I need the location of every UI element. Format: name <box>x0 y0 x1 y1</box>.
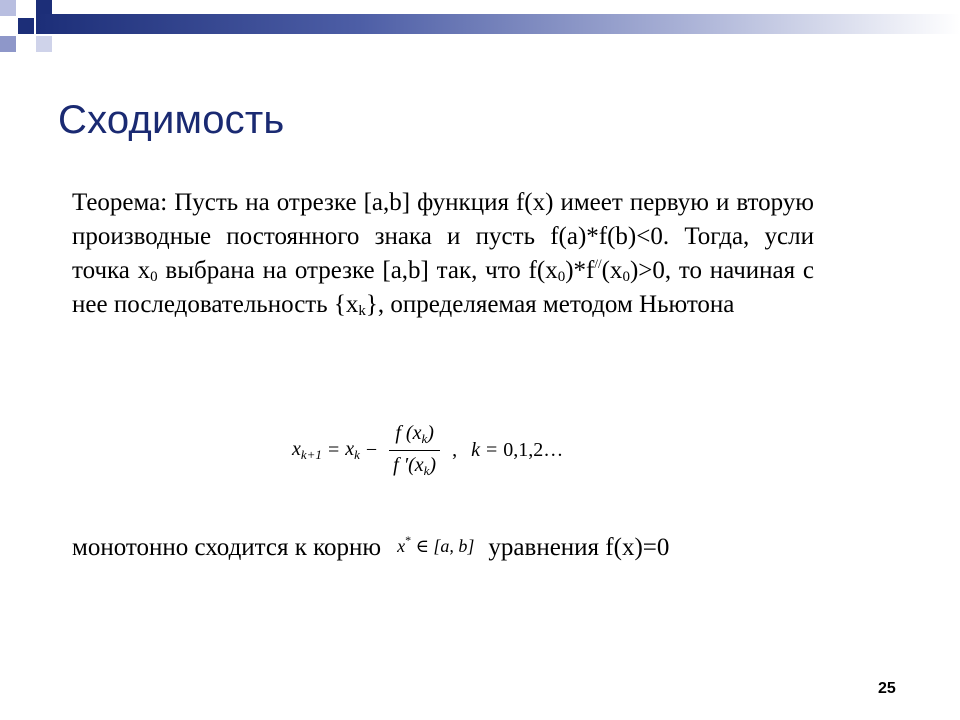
slide-title: Сходимость <box>58 98 285 142</box>
page-number: 25 <box>878 680 896 697</box>
subscript: 0 <box>150 269 158 285</box>
index-values: 0,1,2… <box>503 439 564 461</box>
subscript: k <box>421 431 428 446</box>
superscript: * <box>405 533 412 547</box>
header-square <box>0 36 16 52</box>
paren: ) <box>429 454 437 476</box>
minus-sign: − <box>365 439 378 461</box>
conclusion-part: монотонно сходится к корню <box>72 534 382 561</box>
conclusion-part: уравнения f(x)=0 <box>488 534 670 561</box>
subscript: 0 <box>557 269 566 285</box>
theorem-part: выбрана на отрезке [a,b] так, что f(x <box>157 257 558 284</box>
subscript: k <box>354 447 360 462</box>
header-square <box>36 36 52 52</box>
theorem-part: )>0, то начиная с нее последовательность {x <box>72 257 814 318</box>
interval: ∈ [a, b] <box>415 536 475 556</box>
newton-formula <box>292 422 563 479</box>
theorem-part: }, определяемая методом Ньютона <box>365 291 735 318</box>
var: x <box>292 438 301 460</box>
subscript: k <box>423 463 430 478</box>
var: x <box>397 536 406 556</box>
paren: ) <box>427 422 434 444</box>
header-gradient-bar <box>36 14 960 34</box>
formula-lhs <box>292 438 322 463</box>
theorem-part: )*f <box>565 257 595 284</box>
formula-xk <box>345 438 360 463</box>
equals-sign: = <box>485 439 498 461</box>
equals-sign: = <box>327 439 340 461</box>
comma: , <box>452 439 458 461</box>
conclusion-text <box>72 534 669 562</box>
subscript: k <box>358 303 366 319</box>
header-square <box>0 0 16 16</box>
header-square <box>18 18 34 34</box>
numerator-text: f (x <box>395 422 422 444</box>
fraction-numerator <box>389 422 440 451</box>
root-expression <box>397 533 474 557</box>
theorem-text <box>72 186 814 322</box>
index-var: k <box>471 439 480 461</box>
fraction-denominator <box>387 451 442 479</box>
denominator-text: f ′(x <box>393 454 424 476</box>
fraction <box>387 422 442 479</box>
theorem-part: (x <box>601 257 623 284</box>
superscript: // <box>594 256 602 271</box>
var: x <box>345 438 355 460</box>
theorem-part: Теорема: Пусть на отрезке [a,b] функция f(x) имеет первую и вторую производные постоянного знака и пусть f(a)*f(b)<0. Тогда, усли точка x <box>72 189 814 284</box>
subscript: 0 <box>622 269 630 285</box>
subscript: k+1 <box>300 447 322 462</box>
